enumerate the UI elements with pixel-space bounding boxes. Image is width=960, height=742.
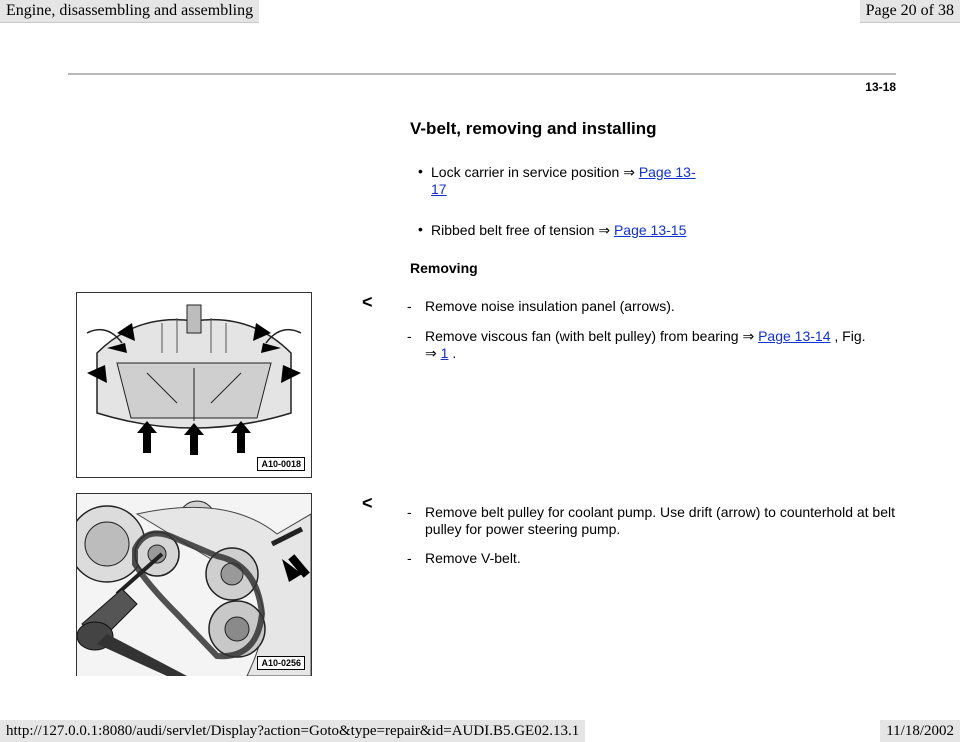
step-remove-viscous-fan bbox=[407, 328, 887, 364]
step-text-suffix: , Fig. bbox=[834, 328, 866, 344]
arrow-icon: ⇒ bbox=[742, 328, 755, 344]
figure-pointer-icon: < bbox=[362, 493, 373, 513]
step-end: . bbox=[452, 345, 457, 361]
link-page-13-15[interactable]: Page 13-15 bbox=[613, 222, 687, 238]
step-text: Remove belt pulley for coolant pump. Use drift (arrow) to counterhold at belt pulley for power steering pump. bbox=[425, 504, 896, 537]
link-page-13-14[interactable]: Page 13-14 bbox=[758, 328, 831, 344]
step-dash: - bbox=[407, 298, 412, 314]
footer-url: http://127.0.0.1:8080/audi/servlet/Display?action=Goto&type=repair&id=AUDI.B5.GE02.13.1 bbox=[0, 720, 585, 742]
link-page-13-17[interactable]: Page 13- bbox=[638, 164, 696, 180]
prereq-text: Lock carrier in service position bbox=[431, 164, 620, 180]
prereq-text: Ribbed belt free of tension bbox=[431, 222, 595, 238]
prereq-item-2 bbox=[418, 221, 687, 239]
step-remove-belt-pulley bbox=[407, 504, 896, 540]
step-dash: - bbox=[407, 550, 412, 566]
step-remove-v-belt bbox=[407, 550, 887, 568]
step-dash: - bbox=[407, 328, 412, 344]
subheading: Removing bbox=[410, 260, 478, 276]
noise-insulation-illustration bbox=[77, 293, 311, 477]
belt-pulley-illustration bbox=[77, 494, 311, 676]
page-number: 13-18 bbox=[865, 80, 896, 94]
step-text: Remove V-belt. bbox=[425, 550, 521, 566]
footer-date: 11/18/2002 bbox=[880, 720, 960, 742]
figure-belt-pulley bbox=[76, 493, 312, 676]
figure-noise-insulation bbox=[76, 292, 312, 478]
arrow-icon: ⇒ bbox=[623, 164, 635, 180]
step-dash: - bbox=[407, 504, 412, 520]
header-doc-title: Engine, disassembling and assembling bbox=[0, 0, 259, 23]
step-text: Remove viscous fan (with belt pulley) from bearing bbox=[425, 328, 739, 344]
prereq-item-1 bbox=[418, 163, 696, 198]
step-text-block bbox=[425, 328, 895, 362]
link-fig-1[interactable]: 1 bbox=[440, 345, 449, 361]
step-remove-noise-panel bbox=[407, 298, 887, 316]
figure-code: A10-0018 bbox=[257, 457, 305, 471]
section-title: V-belt, removing and installing bbox=[410, 119, 657, 138]
header-rule bbox=[68, 73, 896, 75]
header-page-indicator: Page 20 of 38 bbox=[860, 0, 960, 23]
bullet-icon: • bbox=[418, 163, 423, 179]
figure-pointer-icon: < bbox=[362, 292, 373, 312]
figure-code: A10-0256 bbox=[257, 656, 305, 670]
link-page-13-17-cont[interactable]: 17 bbox=[431, 181, 447, 197]
arrow-icon: ⇒ bbox=[598, 222, 611, 238]
step-text: Remove noise insulation panel (arrows). bbox=[425, 298, 675, 314]
bullet-icon: • bbox=[418, 221, 423, 237]
arrow-icon: ⇒ bbox=[425, 345, 437, 361]
